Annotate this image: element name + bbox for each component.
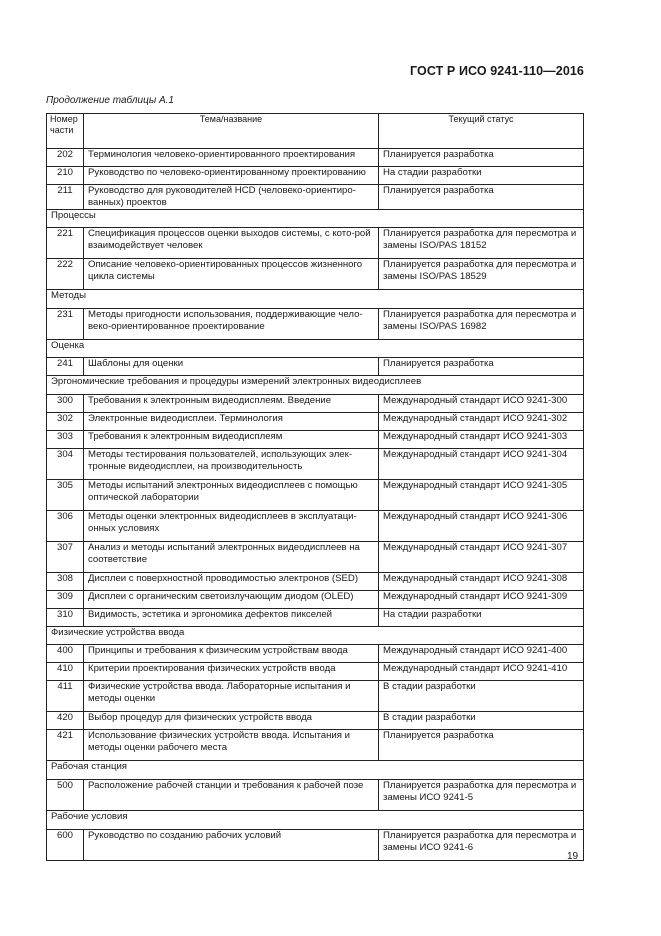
title-cell: Методы тестирования пользователей, использующих элек-тронные видеодисплеи, на производительность <box>84 449 379 480</box>
title-cell: Терминология человеко-ориентированного проектирования <box>84 149 379 167</box>
title-cell: Дисплеи с поверхностной проводимостью электронов (SED) <box>84 573 379 591</box>
table-header-row <box>47 114 584 149</box>
section-label: Процессы <box>47 210 584 228</box>
part-number-cell: 500 <box>47 780 84 811</box>
status-cell: В стадии разработки <box>379 712 584 730</box>
part-number-cell: 421 <box>47 730 84 761</box>
table-row <box>47 573 584 591</box>
part-number-cell: 302 <box>47 413 84 431</box>
part-number-cell: 304 <box>47 449 84 480</box>
table-row <box>47 167 584 185</box>
part-number-cell: 410 <box>47 663 84 681</box>
status-cell: Международный стандарт ИСО 9241-307 <box>379 542 584 573</box>
part-number-cell: 420 <box>47 712 84 730</box>
section-row <box>47 340 584 358</box>
status-cell: Планируется разработка для пересмотра и замены ISO/PAS 16982 <box>379 309 584 340</box>
section-row <box>47 811 584 830</box>
table-row <box>47 712 584 730</box>
table-row <box>47 645 584 663</box>
section-label: Оценка <box>47 340 584 358</box>
table-row <box>47 259 584 290</box>
part-number-cell: 307 <box>47 542 84 573</box>
status-cell: Международный стандарт ИСО 9241-305 <box>379 480 584 511</box>
document-header-title: ГОСТ Р ИСО 9241-110—2016 <box>409 64 584 78</box>
table-row <box>47 830 584 861</box>
table-row <box>47 185 584 210</box>
title-cell: Руководство по человеко-ориентированному проектированию <box>84 167 379 185</box>
standards-table <box>46 113 584 861</box>
part-number-cell: 309 <box>47 591 84 609</box>
status-cell: Международный стандарт ИСО 9241-308 <box>379 573 584 591</box>
table-row <box>47 358 584 376</box>
table-row <box>47 149 584 167</box>
section-label: Эргономические требования и процедуры измерений электронных видеодисплеев <box>47 376 584 395</box>
status-cell: Международный стандарт ИСО 9241-309 <box>379 591 584 609</box>
title-cell: Принципы и требования к физическим устройствам ввода <box>84 645 379 663</box>
section-row <box>47 290 584 309</box>
table-row <box>47 609 584 627</box>
part-number-cell: 222 <box>47 259 84 290</box>
status-cell: Международный стандарт ИСО 9241-400 <box>379 645 584 663</box>
title-cell: Электронные видеодисплеи. Терминология <box>84 413 379 431</box>
status-cell: В стадии разработки <box>379 681 584 712</box>
status-cell: Международный стандарт ИСО 9241-302 <box>379 413 584 431</box>
status-cell: Планируется разработка <box>379 730 584 761</box>
part-number-cell: 600 <box>47 830 84 861</box>
table-row <box>47 542 584 573</box>
title-cell: Выбор процедур для физических устройств ввода <box>84 712 379 730</box>
status-cell: Планируется разработка для пересмотра и замены ИСО 9241-5 <box>379 780 584 811</box>
title-cell: Требования к электронным видеодисплеям <box>84 431 379 449</box>
table-row <box>47 309 584 340</box>
section-row <box>47 210 584 228</box>
title-cell: Дисплеи с органическим светоизлучающим диодом (OLED) <box>84 591 379 609</box>
title-cell: Физические устройства ввода. Лабораторные испытания и методы оценки <box>84 681 379 712</box>
column-header-status: Текущий статус <box>379 114 584 149</box>
status-cell: Планируется разработка <box>379 185 584 210</box>
section-label: Рабочие условия <box>47 811 584 830</box>
status-cell: Международный стандарт ИСО 9241-304 <box>379 449 584 480</box>
column-header-title: Тема/название <box>84 114 379 149</box>
table-row <box>47 395 584 413</box>
part-number-cell: 202 <box>47 149 84 167</box>
section-row <box>47 761 584 780</box>
part-number-cell: 310 <box>47 609 84 627</box>
status-cell: Планируется разработка <box>379 149 584 167</box>
title-cell: Методы испытаний электронных видеодисплеев с помощью оптической лаборатории <box>84 480 379 511</box>
status-cell: Планируется разработка для пересмотра и замены ИСО 9241-6 <box>379 830 584 861</box>
status-cell: Международный стандарт ИСО 9241-410 <box>379 663 584 681</box>
status-cell: Планируется разработка для пересмотра и замены ISO/PAS 18152 <box>379 228 584 259</box>
section-label: Физические устройства ввода <box>47 627 584 645</box>
status-cell: На стадии разработки <box>379 609 584 627</box>
part-number-cell: 411 <box>47 681 84 712</box>
section-row <box>47 376 584 395</box>
table-body <box>47 149 584 861</box>
table-row <box>47 431 584 449</box>
part-number-cell: 300 <box>47 395 84 413</box>
part-number-cell: 306 <box>47 511 84 542</box>
table-row <box>47 413 584 431</box>
part-number-cell: 305 <box>47 480 84 511</box>
section-label: Методы <box>47 290 584 309</box>
title-cell: Описание человеко-ориентированных процессов жизненного цикла системы <box>84 259 379 290</box>
table-row <box>47 730 584 761</box>
table-row <box>47 780 584 811</box>
title-cell: Анализ и методы испытаний электронных видеодисплеев на соответствие <box>84 542 379 573</box>
status-cell: Планируется разработка <box>379 358 584 376</box>
part-number-cell: 241 <box>47 358 84 376</box>
page-number: 19 <box>567 851 579 862</box>
part-number-cell: 303 <box>47 431 84 449</box>
table-row <box>47 449 584 480</box>
title-cell: Использование физических устройств ввода. Испытания и методы оценки рабочего места <box>84 730 379 761</box>
part-number-cell: 308 <box>47 573 84 591</box>
part-number-cell: 210 <box>47 167 84 185</box>
title-cell: Спецификация процессов оценки выходов системы, с кото-рой взаимодействует человек <box>84 228 379 259</box>
title-cell: Требования к электронным видеодисплеям. Введение <box>84 395 379 413</box>
title-cell: Руководство для руководителей HCD (человеко-ориентиро-ванных) проектов <box>84 185 379 210</box>
title-cell: Руководство по созданию рабочих условий <box>84 830 379 861</box>
status-cell: Планируется разработка для пересмотра и замены ISO/PAS 18529 <box>379 259 584 290</box>
part-number-cell: 221 <box>47 228 84 259</box>
part-number-cell: 400 <box>47 645 84 663</box>
column-header-part-number: Номер части <box>47 114 84 149</box>
status-cell: Международный стандарт ИСО 9241-300 <box>379 395 584 413</box>
title-cell: Шаблоны для оценки <box>84 358 379 376</box>
table-row <box>47 228 584 259</box>
title-cell: Критерии проектирования физических устройств ввода <box>84 663 379 681</box>
table-row <box>47 681 584 712</box>
section-row <box>47 627 584 645</box>
status-cell: На стадии разработки <box>379 167 584 185</box>
part-number-cell: 211 <box>47 185 84 210</box>
table-row <box>47 480 584 511</box>
table-row <box>47 591 584 609</box>
table-caption: Продолжение таблицы А.1 <box>46 95 174 106</box>
title-cell: Методы оценки электронных видеодисплеев в эксплуатаци-онных условиях <box>84 511 379 542</box>
title-cell: Расположение рабочей станции и требования к рабочей позе <box>84 780 379 811</box>
section-label: Рабочая станция <box>47 761 584 780</box>
status-cell: Международный стандарт ИСО 9241-303 <box>379 431 584 449</box>
status-cell: Международный стандарт ИСО 9241-306 <box>379 511 584 542</box>
title-cell: Видимость, эстетика и эргономика дефектов пикселей <box>84 609 379 627</box>
part-number-cell: 231 <box>47 309 84 340</box>
table-row <box>47 663 584 681</box>
table-row <box>47 511 584 542</box>
title-cell: Методы пригодности использования, поддерживающие чело-веко-ориентированное проектирование <box>84 309 379 340</box>
